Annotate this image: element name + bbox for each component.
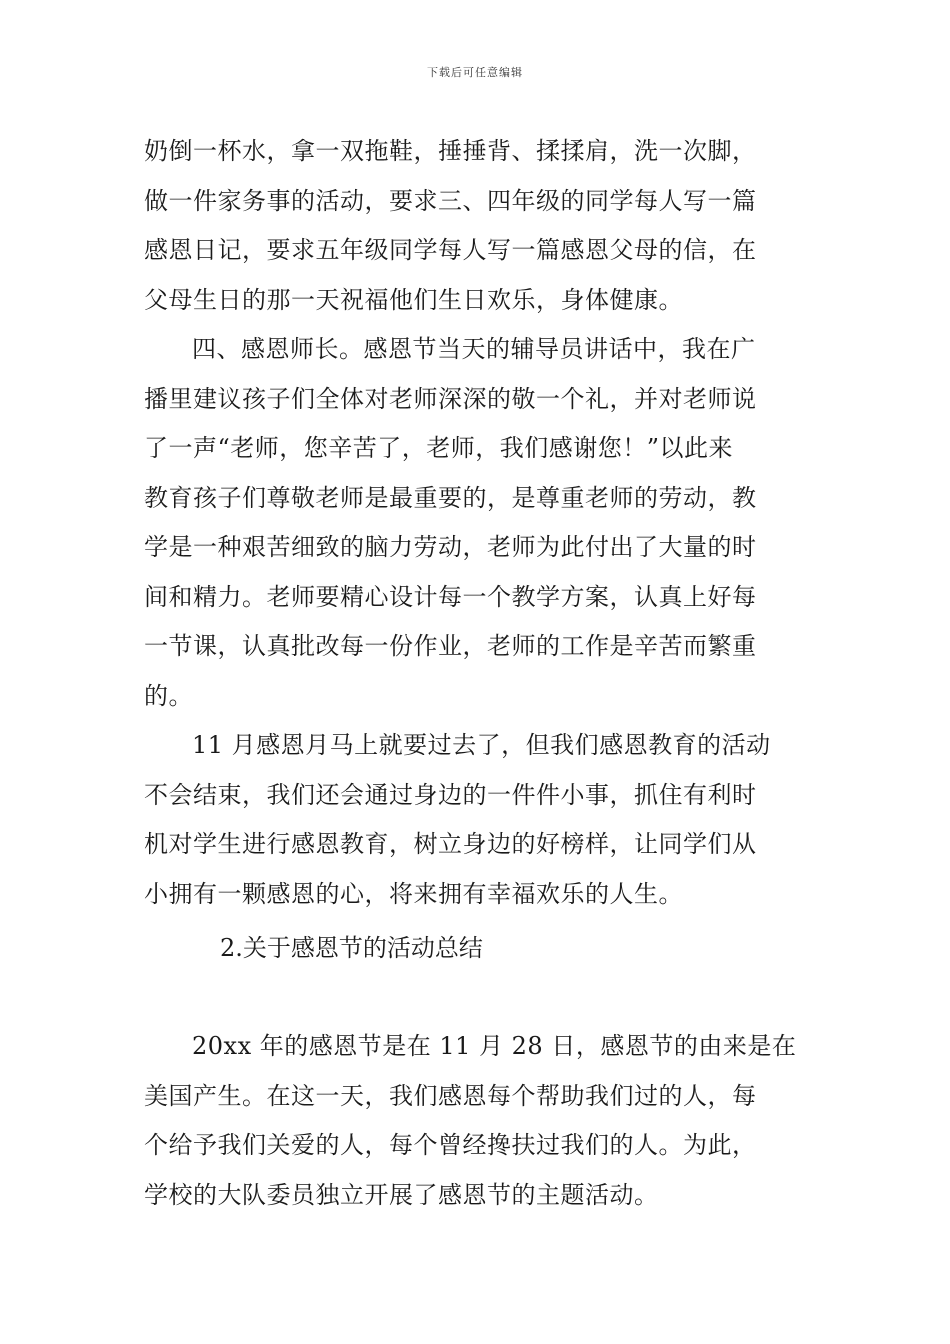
paragraph-line: 11 月感恩月马上就要过去了，但我们感恩教育的活动: [192, 731, 771, 759]
paragraph-line: 了一声“老师，您辛苦了，老师，我们感谢您！”以此来: [144, 434, 734, 462]
paragraph-line: 父母生日的那一天祝福他们生日欢乐，身体健康。: [144, 285, 683, 314]
paragraph-line: 20xx 年的感恩节是在 11 月 28 日，感恩节的由来是在: [192, 1032, 797, 1060]
paragraph-line: 美国产生。在这一天，我们感恩每个帮助我们过的人，每: [144, 1081, 757, 1110]
paragraph-2: [144, 325, 808, 721]
paragraph-line: 教育孩子们尊敬老师是最重要的，是尊重老师的劳动，教: [144, 483, 757, 512]
paragraph-line: 不会结束，我们还会通过身边的一件件小事，抓住有利时: [144, 780, 757, 809]
paragraph-line: 间和精力。老师要精心设计每一个教学方案，认真上好每: [144, 582, 757, 611]
paragraph-line: 小拥有一颗感恩的心，将来拥有幸福欢乐的人生。: [144, 879, 683, 908]
paragraph-line: 学是一种艰苦细致的脑力劳动，老师为此付出了大量的时: [144, 533, 757, 561]
paragraph-line: 做一件家务事的活动，要求三、四年级的同学每人写一篇: [144, 186, 757, 215]
paragraph-line: 奶倒一杯水，拿一双拖鞋，捶捶背、揉揉肩，洗一次脚，: [144, 137, 757, 165]
paragraph-3: [144, 721, 808, 919]
paragraph-line: 感恩日记，要求五年级同学每人写一篇感恩父母的信，在: [144, 236, 757, 264]
paragraph-4: [144, 1022, 808, 1220]
page-header: 下载后可任意编辑: [427, 66, 523, 79]
paragraph-line: 机对学生进行感恩教育，树立身边的好榜样，让同学们从: [144, 830, 757, 858]
section-heading: 2.关于感恩节的活动总结: [220, 934, 483, 962]
paragraph-line: 四、感恩师长。感恩节当天的辅导员讲话中，我在广: [192, 335, 756, 363]
paragraph-line: 个给予我们关爱的人，每个曾经搀扶过我们的人。为此，: [144, 1131, 757, 1159]
paragraph-line: 一节课，认真批改每一份作业，老师的工作是辛苦而繁重: [144, 632, 757, 660]
paragraph-1: [144, 127, 808, 325]
paragraph-line: 播里建议孩子们全体对老师深深的敬一个礼，并对老师说: [144, 384, 757, 413]
paragraph-line: 的。: [144, 681, 193, 710]
paragraph-line: 学校的大队委员独立开展了感恩节的主题活动。: [144, 1180, 659, 1209]
